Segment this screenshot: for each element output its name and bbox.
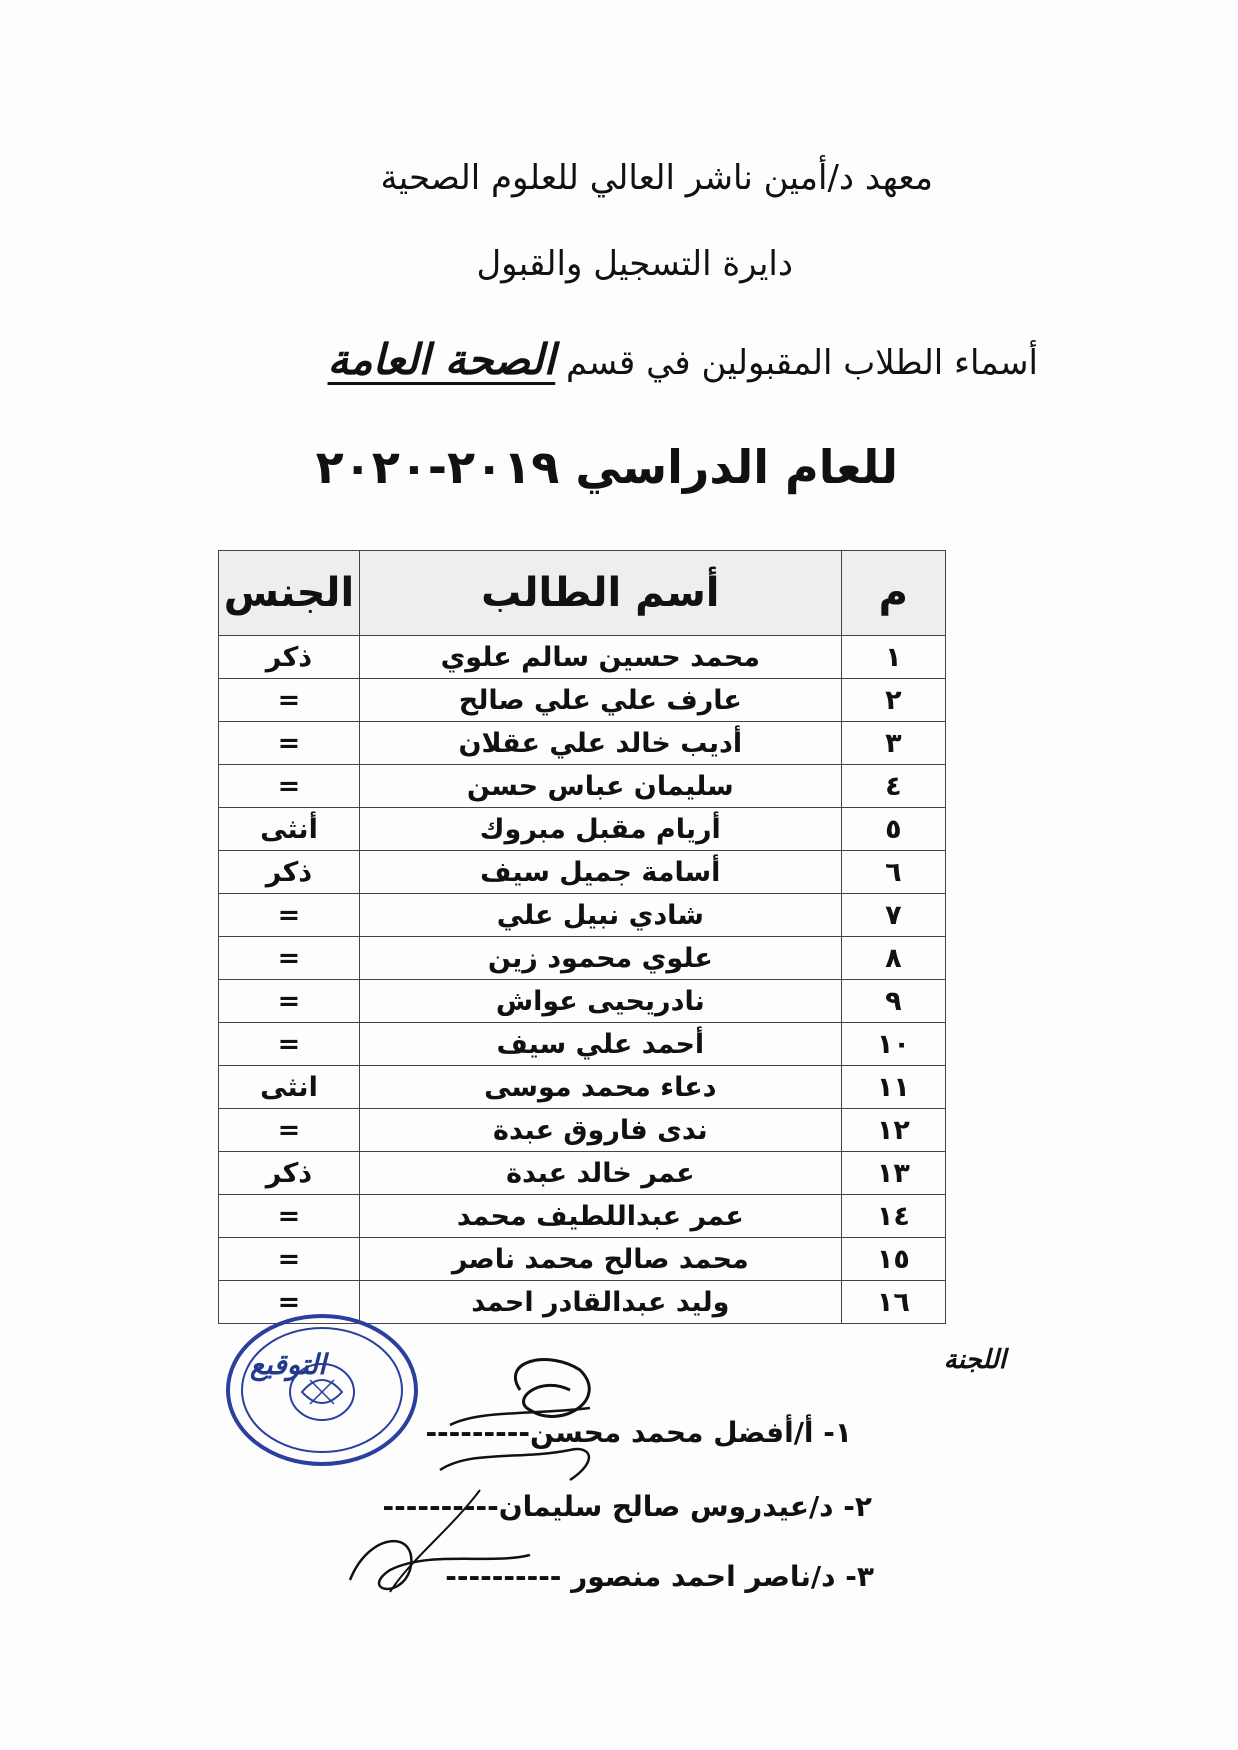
- row-gender: أنثى: [219, 808, 360, 851]
- row-number: ١٥: [841, 1238, 945, 1281]
- row-gender: ذكر: [219, 636, 360, 679]
- table-header-row: [219, 551, 946, 636]
- table-row: [219, 1109, 946, 1152]
- institute-name: معهد د/أمين ناشر العالي للعلوم الصحية: [380, 158, 933, 198]
- row-gender: =: [219, 765, 360, 808]
- table-row: [219, 1195, 946, 1238]
- row-gender: =: [219, 679, 360, 722]
- row-gender: ذكر: [219, 851, 360, 894]
- row-name: عمر عبداللطيف محمد: [359, 1195, 841, 1238]
- table-row: [219, 937, 946, 980]
- row-gender: =: [219, 1281, 360, 1324]
- row-gender: =: [219, 937, 360, 980]
- committee-member-1: ١- أ/أفضل محمد محسن---------: [425, 1416, 852, 1449]
- row-name: شادي نبيل علي: [359, 894, 841, 937]
- row-gender: =: [219, 1023, 360, 1066]
- table-row: [219, 851, 946, 894]
- row-name: أديب خالد علي عقلان: [359, 722, 841, 765]
- row-number: ١٤: [841, 1195, 945, 1238]
- academic-year: للعام الدراسي ٢٠١٩-٢٠٢٠: [315, 440, 898, 494]
- row-name: علوي محمود زين: [359, 937, 841, 980]
- committee-member-3: ٣- د/ناصر احمد منصور ----------: [445, 1560, 874, 1593]
- table-row: [219, 1023, 946, 1066]
- row-name: ندى فاروق عبدة: [359, 1109, 841, 1152]
- row-gender: ذكر: [219, 1152, 360, 1195]
- header-number: م: [841, 551, 945, 636]
- row-number: ٦: [841, 851, 945, 894]
- row-name: محمد صالح محمد ناصر: [359, 1238, 841, 1281]
- row-gender: =: [219, 1195, 360, 1238]
- row-name: عارف علي علي صالح: [359, 679, 841, 722]
- row-number: ٨: [841, 937, 945, 980]
- table-row: [219, 1152, 946, 1195]
- row-name: أريام مقبل مبروك: [359, 808, 841, 851]
- committee-label: اللجنة: [943, 1345, 1006, 1375]
- table-row: [219, 1066, 946, 1109]
- table-row: [219, 980, 946, 1023]
- row-number: ١٢: [841, 1109, 945, 1152]
- table-row: [219, 894, 946, 937]
- list-title-dept: الصحة العامة: [327, 335, 556, 384]
- table-row: [219, 722, 946, 765]
- row-name: عمر خالد عبدة: [359, 1152, 841, 1195]
- signature-label: التوقيع: [250, 1348, 326, 1381]
- row-number: ١٠: [841, 1023, 945, 1066]
- row-number: ١: [841, 636, 945, 679]
- table-row: [219, 765, 946, 808]
- row-number: ٩: [841, 980, 945, 1023]
- row-gender: =: [219, 894, 360, 937]
- row-name: محمد حسين سالم علوي: [359, 636, 841, 679]
- header-gender: الجنس: [219, 551, 360, 636]
- row-name: نادريحيى عواش: [359, 980, 841, 1023]
- table-row: [219, 1238, 946, 1281]
- list-title-prefix: أسماء الطلاب المقبولين في قسم: [566, 343, 1038, 383]
- row-name: وليد عبدالقادر احمد: [359, 1281, 841, 1324]
- row-name: أحمد علي سيف: [359, 1023, 841, 1066]
- row-gender: =: [219, 722, 360, 765]
- header-name: أسم الطالب: [359, 551, 841, 636]
- table-row: [219, 636, 946, 679]
- row-name: دعاء محمد موسى: [359, 1066, 841, 1109]
- row-gender: =: [219, 980, 360, 1023]
- row-number: ٢: [841, 679, 945, 722]
- row-gender: =: [219, 1238, 360, 1281]
- committee-member-2: ٢- د/عيدروس صالح سليمان----------: [382, 1490, 872, 1523]
- department-name: دايرة التسجيل والقبول: [476, 244, 793, 284]
- students-table: [218, 550, 946, 1324]
- row-number: ٣: [841, 722, 945, 765]
- row-name: أسامة جميل سيف: [359, 851, 841, 894]
- row-number: ١٦: [841, 1281, 945, 1324]
- row-number: ١١: [841, 1066, 945, 1109]
- row-number: ٧: [841, 894, 945, 937]
- table-row: [219, 679, 946, 722]
- row-gender: انثى: [219, 1066, 360, 1109]
- row-number: ٤: [841, 765, 945, 808]
- row-number: ١٣: [841, 1152, 945, 1195]
- row-number: ٥: [841, 808, 945, 851]
- row-name: سليمان عباس حسن: [359, 765, 841, 808]
- list-title: [328, 335, 1038, 384]
- table-row: [219, 808, 946, 851]
- row-gender: =: [219, 1109, 360, 1152]
